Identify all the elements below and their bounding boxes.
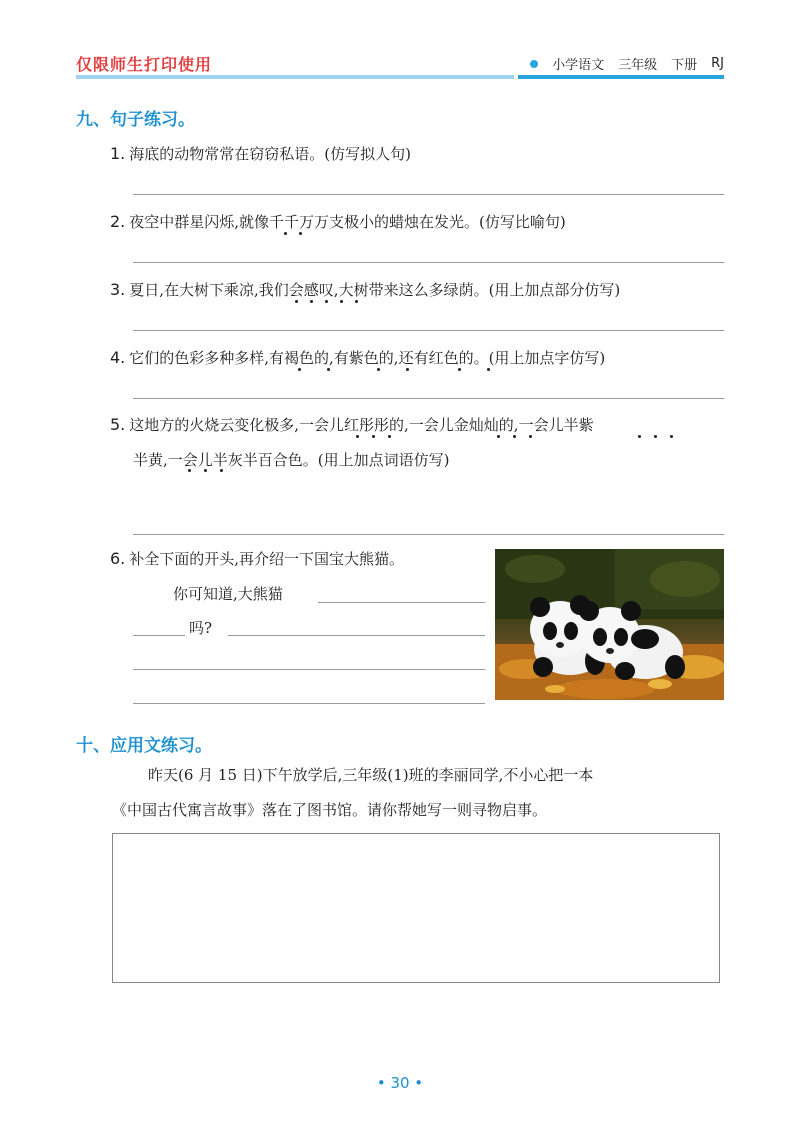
header-meta [530,54,724,73]
emphasis-dot [356,435,359,438]
emphasis-dot [284,232,287,235]
question-1: 1. 海底的动物常常在窃窃私语。(仿写拟人句) [110,144,411,163]
emphasis-dot [355,300,358,303]
edition-label: RJ [711,56,724,71]
prompt-line-2: 《中国古代寓言故事》落在了图书馆。请你帮她写一则寻物启事。 [112,801,548,819]
fill-prompt-2: 吗? [189,619,213,637]
answer-line[interactable] [133,534,724,535]
emphasis-dot [529,435,532,438]
grade-label: 三年级 [618,58,658,73]
answer-line[interactable] [133,194,724,195]
emphasis-dot [295,300,298,303]
question-6: 6. 补全下面的开头,再介绍一下国宝大熊猫。 [110,549,405,568]
emphasis-dot [487,368,490,371]
answer-line[interactable] [133,703,485,704]
header-rule-right [518,75,724,79]
emphasis-dot [340,300,343,303]
emphasis-dot [188,469,191,472]
answer-line[interactable] [133,669,485,670]
blank-line[interactable] [228,635,485,636]
emphasis-dot [372,435,375,438]
emphasis-dot [327,368,330,371]
fill-prompt-1: 你可知道,大熊猫 [173,585,283,603]
emphasis-dot [388,435,391,438]
emphasis-dot [310,300,313,303]
section-10-title: 十、应用文练习。 [76,736,212,756]
question-5: 5. 这地方的火烧云变化极多,一会儿红彤彤的,一会儿金灿灿的,一会儿半紫 [110,415,594,434]
emphasis-dot [497,435,500,438]
emphasis-dot [654,435,657,438]
blank-line[interactable] [318,602,485,603]
emphasis-dot [204,469,207,472]
answer-line[interactable] [133,398,724,399]
question-3: 3. 夏日,在大树下乘凉,我们会感叹,大树带来这么多绿荫。(用上加点部分仿写) [110,280,621,299]
emphasis-dot [298,368,301,371]
bullet-icon [530,60,538,68]
emphasis-dot [638,435,641,438]
panda-photo [495,549,724,700]
emphasis-dot [458,368,461,371]
answer-line[interactable] [133,262,724,263]
emphasis-dot [325,300,328,303]
term-label: 下册 [671,58,698,73]
print-notice: 仅限师生打印使用 [76,55,213,74]
page-number: • 30 • [376,1074,424,1092]
prompt-line-1: 昨天(6 月 15 日)下午放学后,三年级(1)班的李丽同学,不小心把一本 [148,766,594,784]
emphasis-dot [513,435,516,438]
answer-line[interactable] [133,330,724,331]
section-9-title: 九、句子练习。 [76,110,195,130]
emphasis-dot [220,469,223,472]
emphasis-dot [299,232,302,235]
blank-line[interactable] [133,635,185,636]
question-4: 4. 它们的色彩多种多样,有褐色的,有紫色的,还有红色的。(用上加点字仿写) [110,348,606,367]
emphasis-dot [377,368,380,371]
emphasis-dot [670,435,673,438]
header-rule-left [76,75,514,79]
emphasis-dot [406,368,409,371]
subject-label: 小学语文 [552,58,605,73]
writing-box[interactable] [112,833,720,983]
panda-photo-icon [495,549,724,700]
question-2: 2. 夜空中群星闪烁,就像千千万万支极小的蜡烛在发光。(仿写比喻句) [110,212,566,231]
question-5-cont: 半黄,一会儿半灰半百合色。(用上加点词语仿写) [133,451,450,469]
